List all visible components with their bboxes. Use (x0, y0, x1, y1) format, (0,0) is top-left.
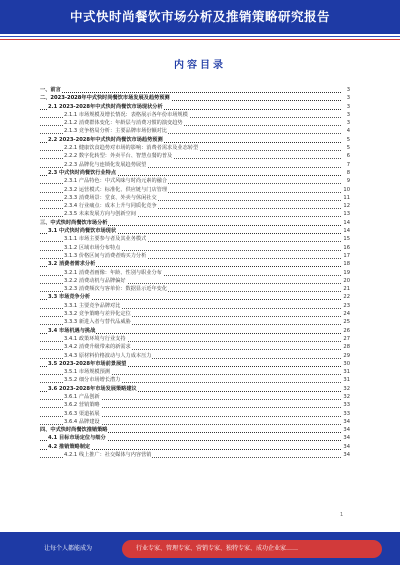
toc-entry[interactable] (40, 177, 350, 185)
toc-entry[interactable] (40, 310, 350, 318)
toc-entry[interactable] (40, 368, 350, 376)
toc-entry[interactable] (40, 451, 350, 459)
toc-entry[interactable] (40, 434, 350, 442)
page-number: 1 (340, 512, 344, 518)
toc-entry-text: 2.3.1 产品特色：中式风味与时尚元素的融合 (64, 178, 168, 185)
toc-entry-text: 三、中式快时尚餐饮市场分析 (40, 219, 108, 226)
toc-entry[interactable] (40, 393, 350, 401)
toc-entry-page: 33 (343, 410, 350, 417)
toc-entry[interactable] (40, 327, 350, 335)
toc-entry[interactable] (40, 210, 350, 218)
toc-entry[interactable] (40, 169, 350, 177)
toc-entry-text: 2.3.5 未来发展方向与创新空间 (64, 211, 136, 218)
toc-entry-page: 27 (343, 335, 350, 342)
toc-entry-page: 24 (343, 311, 350, 318)
toc-entry-page: 10 (343, 186, 350, 193)
toc-entry-text: 2.2.1 健康饮食趋势对市场的影响：消费者需求及业态转型 (64, 145, 199, 152)
toc-entry-text: 3.2.2 消费动机与品牌偏好 (64, 277, 126, 284)
toc-entry-text: 3.3.3 新进入者与替代品威胁 (64, 319, 131, 326)
toc-entry[interactable] (40, 103, 350, 111)
toc-entry[interactable] (40, 426, 350, 434)
toc-entry-page: 14 (343, 219, 350, 226)
toc-entry[interactable] (40, 152, 350, 160)
toc-entry-text: 2.3.3 消费场景：堂食、外卖与休闲社交 (64, 194, 157, 201)
toc-entry[interactable] (40, 410, 350, 418)
toc-entry[interactable] (40, 277, 350, 285)
toc-entry-page: 14 (343, 228, 350, 235)
toc-entry-text: 3.1 中式快时尚餐饮市场现状 (48, 228, 117, 235)
toc-entry[interactable] (40, 127, 350, 135)
toc-entry-text: 2.2 2023-2028年中式快时尚餐饮市场趋势预测 (48, 136, 163, 143)
toc-entry-page: 31 (343, 369, 350, 376)
toc-entry[interactable] (40, 252, 350, 260)
toc-entry-text: 3.5.1 市场规模预测 (64, 369, 110, 376)
toc-entry-page: 5 (342, 136, 350, 144)
toc-entry-page: 34 (343, 452, 350, 459)
toc-entry-text: 3.4.1 政策环境与行业支持 (64, 335, 126, 342)
toc-entry[interactable] (40, 360, 350, 368)
toc-entry-page: 3 (342, 94, 350, 102)
toc-entry[interactable] (40, 186, 350, 194)
table-of-contents (40, 86, 350, 459)
toc-entry-page: 34 (343, 443, 350, 450)
toc-entry-page: 16 (343, 244, 350, 251)
toc-entry[interactable] (40, 269, 350, 277)
toc-entry-text: 3.1.2 区域市场分布特点 (64, 244, 121, 251)
toc-entry[interactable] (40, 111, 350, 119)
toc-entry-text: 四、中式快时尚餐饮推销策略 (40, 427, 108, 434)
toc-entry[interactable] (40, 302, 350, 310)
toc-entry[interactable] (40, 260, 350, 268)
toc-entry-text: 3.3.2 竞争策略与差异化定位 (64, 311, 131, 318)
toc-entry-text: 一、前言 (40, 87, 61, 93)
toc-entry-page: 3 (342, 111, 350, 119)
toc-entry[interactable] (40, 194, 350, 202)
toc-entry[interactable] (40, 94, 350, 102)
toc-entry-page: 7 (342, 161, 350, 169)
toc-entry-text: 3.5 2023-2028年市场前景展望 (48, 360, 127, 367)
toc-entry-text: 二、2023-2028年中式快时尚餐饮市场发展及趋势预测 (40, 95, 170, 102)
toc-entry[interactable] (40, 86, 350, 94)
toc-entry-page: 25 (343, 319, 350, 326)
toc-entry[interactable] (40, 227, 350, 235)
toc-entry-text: 3.6.1 产品创新 (64, 393, 100, 400)
toc-entry-page: 34 (343, 418, 350, 425)
header-divider-blue (0, 36, 400, 37)
toc-entry-text: 4.2.1 线上推广：社交媒体与内容营销 (64, 452, 152, 459)
toc-entry-page: 11 (343, 194, 350, 201)
toc-entry-text: 3.3 市场竞争分析 (48, 294, 91, 301)
toc-entry-page: 3 (342, 86, 350, 94)
toc-entry[interactable] (40, 352, 350, 360)
toc-entry-page: 34 (343, 435, 350, 442)
header-divider-red (0, 39, 400, 40)
toc-entry-page: 34 (343, 427, 350, 434)
toc-entry-text: 3.3.1 主要竞争品牌对比 (64, 302, 121, 309)
toc-entry-page: 4 (342, 127, 350, 135)
toc-entry-page: 15 (343, 236, 350, 243)
toc-entry-text: 2.2.2 数字化转型：外卖平台、智慧点餐的普及 (64, 153, 173, 160)
toc-entry-page: 30 (343, 360, 350, 367)
toc-entry[interactable] (40, 401, 350, 409)
toc-entry[interactable] (40, 443, 350, 451)
toc-entry-text: 4.2 推销策略制定 (48, 443, 91, 450)
toc-entry-page: 29 (343, 352, 350, 359)
toc-entry-text: 4.1 目标市场定位与细分 (48, 435, 106, 442)
toc-entry[interactable] (40, 418, 350, 426)
toc-entry-text: 3.4 市场机遇与挑战 (48, 327, 96, 334)
toc-entry-page: 5 (342, 144, 350, 152)
report-title: 中式快时尚餐饮市场分析及推销策略研究报告 (69, 9, 330, 24)
toc-entry-text: 2.2.3 品牌化与连锁化发展趋势展望 (64, 161, 147, 168)
toc-entry[interactable] (40, 293, 350, 301)
toc-entry[interactable] (40, 161, 350, 169)
toc-entry-text: 2.1 2023-2028年中式快时尚餐饮市场现状分析 (48, 103, 163, 110)
toc-entry[interactable] (40, 385, 350, 393)
toc-entry-text: 3.6 2023-2028年市场发展策略建议 (48, 385, 137, 392)
toc-entry-text: 3.5.2 细分市场增长潜力 (64, 377, 121, 384)
toc-entry-page: 23 (343, 302, 350, 309)
toc-entry-page: 18 (343, 261, 350, 268)
toc-entry-page: 19 (343, 269, 350, 276)
toc-entry-text: 3.4.3 原材料价格波动与人力成本压力 (64, 352, 152, 359)
toc-entry-page: 21 (343, 286, 350, 293)
toc-entry-page: 3 (342, 119, 350, 127)
footer-slogan: 让每个人都能成为 (44, 545, 93, 552)
toc-entry-text: 2.1.3 竞争格局分析：主要品牌市场份额对比 (64, 128, 168, 135)
toc-entry-page: 26 (343, 327, 350, 334)
toc-entry-page: 3 (342, 103, 350, 111)
toc-entry[interactable] (40, 335, 350, 343)
toc-entry-text: 3.6.4 品牌建设 (64, 418, 100, 425)
toc-entry-page: 33 (343, 402, 350, 409)
toc-entry-page: 13 (343, 211, 350, 218)
toc-entry[interactable] (40, 244, 350, 252)
toc-leader-dots (40, 92, 341, 93)
toc-entry-text: 2.3.2 运营模式：标准化、供应链与门店管理 (64, 186, 168, 193)
toc-entry[interactable] (40, 219, 350, 227)
toc-entry[interactable] (40, 144, 350, 152)
toc-entry-page: 32 (343, 393, 350, 400)
toc-entry-text: 3.1.3 价格区间与消费者购买力分析 (64, 252, 147, 259)
toc-entry[interactable] (40, 136, 350, 144)
toc-entry-text: 3.6.2 营销策略 (64, 402, 100, 409)
toc-entry-text: 2.1.2 消费群体变化：年龄层与消费习惯的演变趋势 (64, 120, 183, 127)
toc-entry[interactable] (40, 235, 350, 243)
toc-title: 内容目录 (174, 60, 226, 71)
toc-entry-text: 3.2 消费者需求分析 (48, 261, 96, 268)
toc-entry-text: 3.2.1 消费者画像：年龄、性别与职业分布 (64, 269, 162, 276)
toc-entry-text: 2.1.1 市场规模及增长情况：表格展示各年份市场规模 (64, 111, 188, 118)
toc-entry-page: 28 (343, 344, 350, 351)
toc-entry-text: 2.3 中式快时尚餐饮行业特点 (48, 169, 117, 176)
toc-entry-page: 12 (343, 203, 350, 210)
toc-entry[interactable] (40, 202, 350, 210)
toc-entry[interactable] (40, 119, 350, 127)
toc-entry-page: 17 (343, 252, 350, 259)
toc-entry-page: 6 (342, 152, 350, 160)
toc-entry-text: 3.4.2 消费升级带来的新需求 (64, 344, 131, 351)
toc-entry-text: 3.1.1 市场主要参与者及其业务模式 (64, 236, 147, 243)
toc-entry-text: 3.2.3 消费频次与客单价：数据显示近年变化 (64, 286, 168, 293)
toc-entry-text: 2.3.4 行业痛点：成本上升与同质化竞争 (64, 203, 157, 210)
toc-entry-page: 31 (343, 377, 350, 384)
toc-entry-page: 22 (343, 294, 350, 301)
toc-entry[interactable] (40, 318, 350, 326)
toc-entry-page: 8 (342, 169, 350, 177)
toc-entry-text: 3.6.3 渠道拓展 (64, 410, 100, 417)
toc-entry[interactable] (40, 343, 350, 351)
toc-entry-page: 9 (342, 177, 350, 185)
toc-entry-page: 32 (343, 385, 350, 392)
footer-tagline-pill: 行业专家、管理专家、营销专家、独特专家、成功企业家…… (122, 540, 382, 558)
toc-entry-page: 20 (343, 277, 350, 284)
toc-entry[interactable] (40, 285, 350, 293)
toc-entry[interactable] (40, 376, 350, 384)
